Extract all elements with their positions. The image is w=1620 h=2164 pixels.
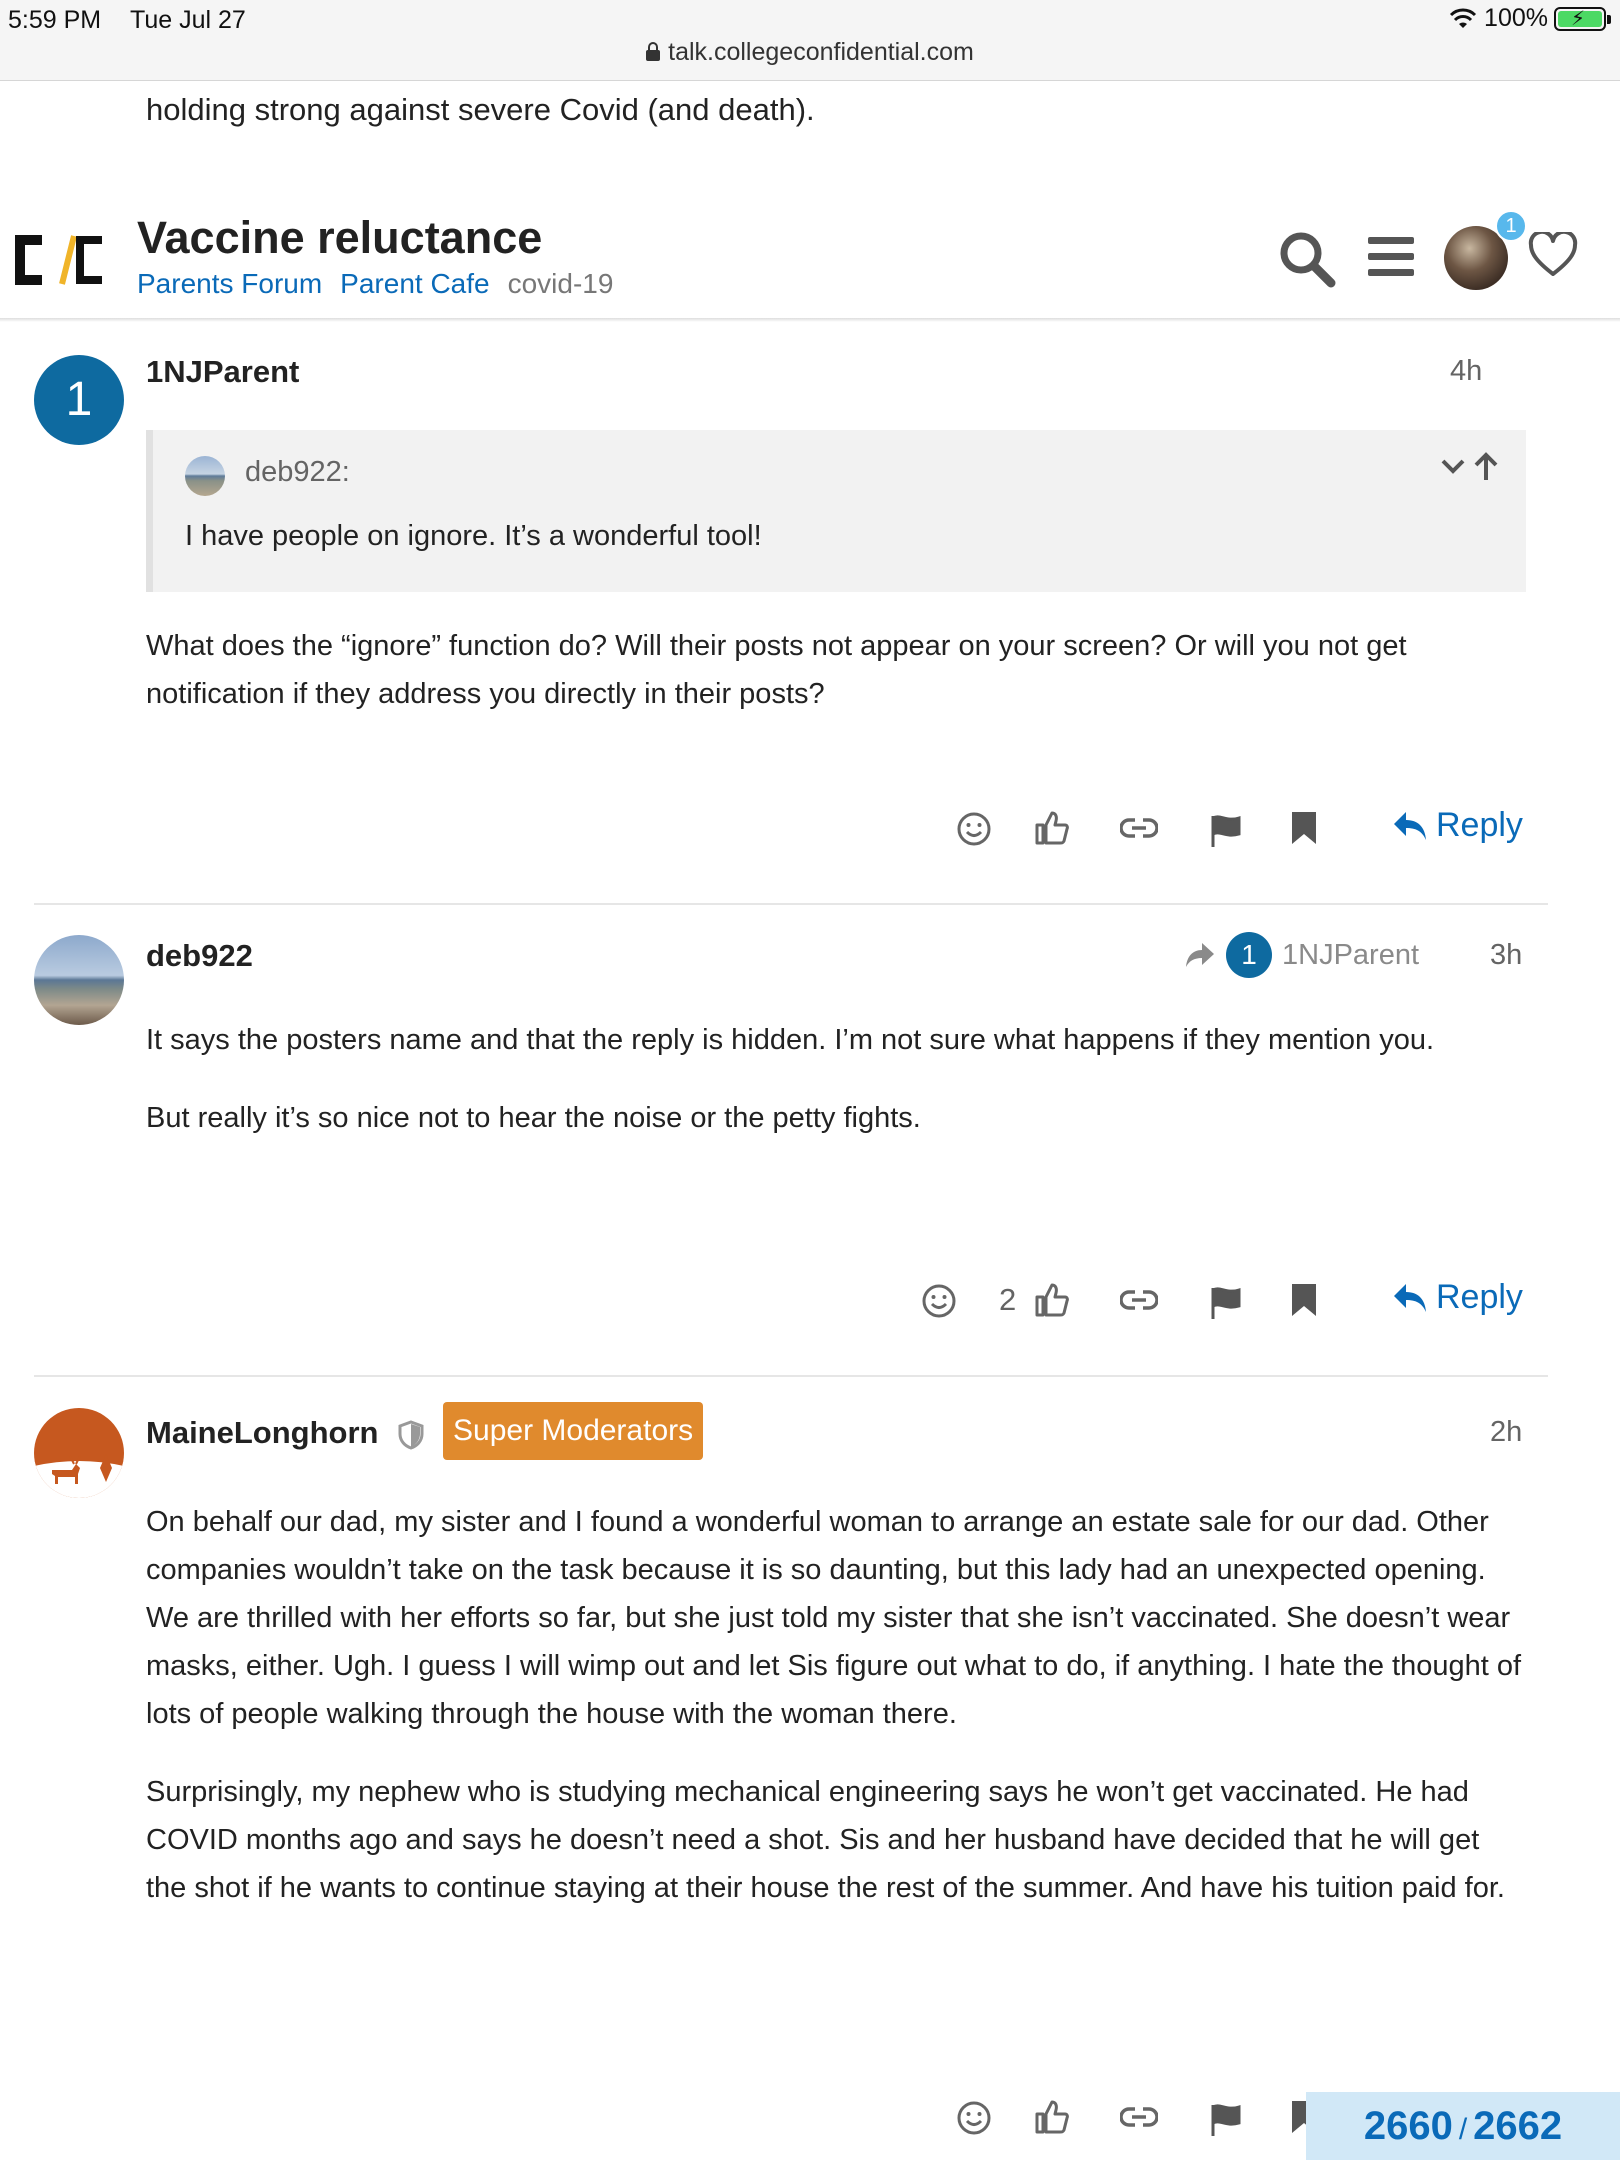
copy-link-icon[interactable] [1120, 814, 1158, 842]
notification-badge[interactable]: 1 [1495, 210, 1527, 242]
progress-total: 2662 [1473, 2104, 1563, 2148]
quote-text: I have people on ignore. It’s a wonderful tool! [185, 520, 762, 552]
flag-icon[interactable] [1210, 814, 1242, 848]
post-paragraph: But really it’s so nice not to hear the noise or the petty fights. [146, 1102, 921, 1134]
search-icon[interactable] [1278, 230, 1336, 288]
quote-controls [1440, 452, 1502, 487]
progress-current: 2660 [1363, 2104, 1453, 2148]
battery-icon: ⚡ [1554, 7, 1606, 31]
flag-icon[interactable] [1210, 1286, 1242, 1320]
like-icon[interactable] [1034, 810, 1070, 846]
post-body [146, 1016, 1526, 1172]
post-paragraph: What does the “ignore” function do? Will their posts not appear on your screen? Or will you not get notification if they address you directly in their posts? [146, 630, 1407, 710]
go-to-quoted-post-icon[interactable] [1476, 455, 1496, 480]
post-time[interactable]: 2h [1490, 1416, 1523, 1448]
post-username[interactable]: 1NJParent [146, 354, 300, 389]
add-reaction-icon[interactable] [956, 811, 992, 847]
post-divider [34, 903, 1548, 905]
progress-separator: / [1458, 2113, 1468, 2146]
moderator-shield-icon [398, 1420, 424, 1450]
post-body [146, 1498, 1526, 1942]
reply-to-avatar: 1 [1226, 932, 1272, 978]
like-icon[interactable] [1034, 2099, 1070, 2135]
wifi-icon [1448, 8, 1478, 30]
breadcrumb [137, 268, 613, 300]
status-time: 5:59 PM [8, 6, 102, 34]
bookmark-icon[interactable] [1290, 1282, 1318, 1318]
address-url: talk.collegeconfidential.com [668, 38, 974, 66]
category-parents-forum[interactable]: Parents Forum [137, 268, 323, 299]
post-body [146, 622, 1526, 748]
copy-link-icon[interactable] [1120, 2103, 1158, 2131]
flag-icon[interactable] [1210, 2103, 1242, 2137]
post-avatar[interactable]: 1 [34, 355, 124, 445]
post-paragraph: On behalf our dad, my sister and I found a wonderful woman to arrange an estate sale for our dad. Other companies wouldn’t take on the task because it is so daunting, but this lady had an unexpected opening. We are thrilled with her efforts so far, but she just told my sister that she isn’t vaccinated. She doesn’t wear masks, either. Ugh. I guess I will wimp out and let Sis figure out what to do, if anything. I hate the thought of lots of people walking through the house with the woman there. [146, 1506, 1522, 1730]
post-username[interactable]: deb922 [146, 938, 253, 973]
reply-icon [1392, 1282, 1428, 1314]
topic-progress[interactable] [1306, 2092, 1620, 2160]
reply-to-username: 1NJParent [1282, 938, 1420, 971]
add-reaction-icon[interactable] [956, 2100, 992, 2136]
post-paragraph: Surprisingly, my nephew who is studying mechanical engineering says he won’t get vaccinated. He had COVID months ago and says he doesn’t need a shot. Sis and her husband have decided that he will get the shot if he wants to continue staying at their house the rest of the summer. And have his tuition paid for. [146, 1776, 1505, 1904]
quote-username[interactable]: deb922: [245, 456, 350, 488]
address-bar[interactable] [0, 38, 1620, 67]
bookmark-icon[interactable] [1290, 810, 1318, 846]
topic-title[interactable]: Vaccine reluctance [137, 212, 543, 263]
header-shadow [0, 318, 1620, 322]
category-parent-cafe[interactable]: Parent Cafe [340, 268, 490, 299]
reply-arrow-icon [1184, 941, 1216, 969]
copy-link-icon[interactable] [1120, 1286, 1158, 1314]
post-username[interactable]: MaineLonghorn [146, 1415, 379, 1450]
moose-logo-icon [34, 1408, 124, 1498]
reply-label: Reply [1436, 1278, 1523, 1316]
post-avatar[interactable] [34, 1408, 124, 1498]
reply-label: Reply [1436, 806, 1523, 844]
add-reaction-icon[interactable] [921, 1283, 957, 1319]
reply-button[interactable] [1392, 806, 1523, 845]
status-indicators [1448, 4, 1606, 33]
post-paragraph: It says the posters name and that the reply is hidden. I’m not sure what happens if they mention you. [146, 1024, 1435, 1056]
reply-button[interactable] [1392, 1278, 1523, 1317]
status-bar [0, 0, 1620, 81]
quote-avatar [185, 456, 225, 496]
post-divider [34, 1375, 1548, 1377]
status-date: Tue Jul 27 [130, 6, 246, 34]
previous-post-text: holding strong against severe Covid (and death). [146, 92, 815, 127]
site-logo[interactable] [12, 230, 104, 290]
hamburger-menu-icon[interactable] [1366, 234, 1416, 280]
post-time[interactable]: 3h [1490, 939, 1523, 971]
super-moderators-badge[interactable]: Super Moderators [443, 1402, 703, 1460]
like-icon[interactable] [1034, 1282, 1070, 1318]
expand-quote-icon[interactable] [1443, 461, 1463, 471]
reply-icon [1392, 810, 1428, 842]
lock-icon [646, 50, 660, 61]
tag-covid-19[interactable]: covid-19 [507, 268, 614, 299]
battery-percent: 100% [1484, 4, 1548, 32]
reply-to-indicator[interactable] [1184, 932, 1419, 978]
like-count[interactable]: 2 [999, 1282, 1017, 1317]
heart-icon[interactable] [1528, 232, 1578, 278]
post-quote [146, 430, 1526, 592]
post-avatar[interactable] [34, 935, 124, 1025]
post-time[interactable]: 4h [1450, 355, 1483, 387]
